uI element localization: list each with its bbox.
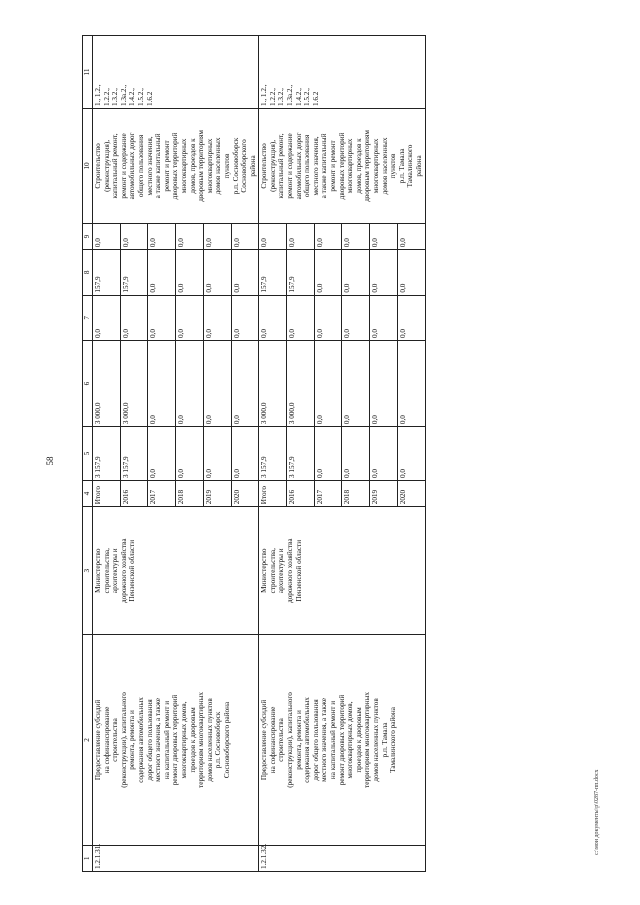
value-col-5: 3 157,9: [93, 427, 121, 481]
value-col-6: 3 000,0: [93, 341, 121, 427]
value-col-5: 3 157,9: [120, 427, 148, 481]
value-col-8: 0,0: [342, 250, 370, 295]
year-cell: 2018: [176, 480, 204, 506]
value-col-6: 0,0: [342, 341, 370, 427]
program-table-rotated: [82, 35, 588, 872]
value-col-7: 0,0: [370, 295, 398, 340]
value-col-8: 157,9: [259, 250, 287, 295]
value-col-9: 0,0: [176, 223, 204, 249]
value-col-8: 157,9: [93, 250, 121, 295]
value-col-7: 0,0: [120, 295, 148, 340]
header-col-6: 6: [83, 341, 93, 427]
table-row: [259, 36, 287, 872]
measure-description: Предоставление субсидий на софинансирование строительства (реконструкции), капитального ремонта, ремонта и содержания автомобильных дорог общего пользования местного значения, а также на капитальный ремонт и ремонт дворовых территорий многоквартирных домов, проездов к дворовым территориям многоквартирных домов населенных пунктов р.п. Сосновоборск Сосновоборского района: [93, 635, 259, 845]
year-cell: 2016: [286, 480, 314, 506]
value-col-5: 3 157,9: [259, 427, 287, 481]
year-cell: 2020: [231, 480, 259, 506]
header-col-4: 4: [83, 480, 93, 506]
value-col-6: 0,0: [203, 341, 231, 427]
row-number: 1.2.1.32.: [259, 845, 425, 871]
value-col-8: 0,0: [314, 250, 342, 295]
value-col-8: 157,9: [286, 250, 314, 295]
value-col-7: 0,0: [397, 295, 425, 340]
header-row: [83, 36, 93, 872]
value-col-8: 0,0: [176, 250, 204, 295]
value-col-6: 0,0: [176, 341, 204, 427]
value-col-9: 0,0: [286, 223, 314, 249]
table-row: [93, 36, 121, 872]
value-col-6: 3 000,0: [259, 341, 287, 427]
value-col-9: 0,0: [342, 223, 370, 249]
value-col-7: 0,0: [286, 295, 314, 340]
header-col-7: 7: [83, 295, 93, 340]
value-col-5: 0,0: [203, 427, 231, 481]
header-col-10: 10: [83, 109, 93, 224]
value-col-5: 0,0: [342, 427, 370, 481]
value-col-9: 0,0: [231, 223, 259, 249]
value-col-6: 0,0: [370, 341, 398, 427]
header-col-1: 1: [83, 845, 93, 871]
expected-result: Строительство (реконструкция), капитальный ремонт, ремонт и содержание автомобильных дорог общего пользования местного значения, а также капитальный ремонт и ремонт дворовых территорий многоквартирных домов, проездов к дворовым территориям многоквартирных домов населенных пунктов р.п. Тамала Тамалинского района: [259, 109, 425, 224]
header-col-8: 8: [83, 250, 93, 295]
year-cell: 2018: [342, 480, 370, 506]
header-col-5: 5: [83, 427, 93, 481]
value-col-8: 0,0: [231, 250, 259, 295]
value-col-6: 0,0: [397, 341, 425, 427]
value-col-9: 0,0: [148, 223, 176, 249]
value-col-6: 0,0: [148, 341, 176, 427]
year-cell: 2020: [397, 480, 425, 506]
value-col-8: 157,9: [120, 250, 148, 295]
value-col-9: 0,0: [314, 223, 342, 249]
value-col-9: 0,0: [93, 223, 121, 249]
value-col-6: 0,0: [314, 341, 342, 427]
year-cell: Итого: [259, 480, 287, 506]
year-cell: 2019: [203, 480, 231, 506]
value-col-6: 3 000,0: [120, 341, 148, 427]
value-col-6: 3 000,0: [286, 341, 314, 427]
value-col-7: 0,0: [203, 295, 231, 340]
header-col-3: 3: [83, 507, 93, 635]
header-col-9: 9: [83, 223, 93, 249]
value-col-7: 0,0: [93, 295, 121, 340]
value-col-7: 0,0: [231, 295, 259, 340]
value-col-7: 0,0: [314, 295, 342, 340]
measure-description: Предоставление субсидий на софинансирование строительства (реконструкции), капитального ремонта, ремонта и содержания автомобильных дорог общего пользования местного значения, а также на капитальный ремонт и ремонт дворовых территорий многоквартирных домов, проездов к дворовым территориям многоквартирных домов населенных пунктов р.п. Тамала Тамалинского района: [259, 635, 425, 845]
value-col-8: 0,0: [148, 250, 176, 295]
value-col-8: 0,0: [397, 250, 425, 295]
page-number: 58: [45, 456, 55, 466]
value-col-7: 0,0: [342, 295, 370, 340]
value-col-5: 0,0: [148, 427, 176, 481]
value-col-9: 0,0: [203, 223, 231, 249]
value-col-8: 0,0: [203, 250, 231, 295]
header-col-2: 2: [83, 635, 93, 845]
year-cell: 2019: [370, 480, 398, 506]
expected-result: Строительство (реконструкция), капитальный ремонт, ремонт и содержание автомобильных дорог общего пользования местного значения, а также капитальный ремонт и ремонт дворовых территорий многоквартирных домов, проездов к дворовым территориям многоквартирных домов населенных пунктов р.п. Сосновоборск Сосновоборского района: [93, 109, 259, 224]
value-col-7: 0,0: [259, 295, 287, 340]
value-col-9: 0,0: [397, 223, 425, 249]
target-indicators: 1., 1.2., 1.2.2., 1.3.2., 1.3а.2., 1.4.2., 1.5.2., 1.6.2: [259, 36, 425, 109]
value-col-5: 0,0: [397, 427, 425, 481]
executor: Министерство строительства, архитектуры и дорожного хозяйства Пензенской области: [93, 507, 259, 635]
year-cell: 2017: [314, 480, 342, 506]
row-number: 1.2.1.31.: [93, 845, 259, 871]
value-col-9: 0,0: [259, 223, 287, 249]
value-col-5: 0,0: [231, 427, 259, 481]
header-col-11: 11: [83, 36, 93, 109]
value-col-5: 0,0: [314, 427, 342, 481]
year-cell: Итого: [93, 480, 121, 506]
executor: Министерство строительства, архитектуры и дорожного хозяйства Пензенской области: [259, 507, 425, 635]
value-col-7: 0,0: [176, 295, 204, 340]
program-table: [82, 35, 426, 872]
target-indicators: 1., 1.2., 1.2.2., 1.3.2., 1.3а.2., 1.4.2., 1.5.2., 1.6.2: [93, 36, 259, 109]
value-col-9: 0,0: [370, 223, 398, 249]
value-col-7: 0,0: [148, 295, 176, 340]
value-col-5: 0,0: [176, 427, 204, 481]
value-col-9: 0,0: [120, 223, 148, 249]
year-cell: 2017: [148, 480, 176, 506]
value-col-8: 0,0: [370, 250, 398, 295]
footer-file-path: c:\мои документы\р\0287-пп.docx: [594, 769, 600, 855]
year-cell: 2016: [120, 480, 148, 506]
value-col-5: 3 157,9: [286, 427, 314, 481]
value-col-5: 0,0: [370, 427, 398, 481]
value-col-6: 0,0: [231, 341, 259, 427]
